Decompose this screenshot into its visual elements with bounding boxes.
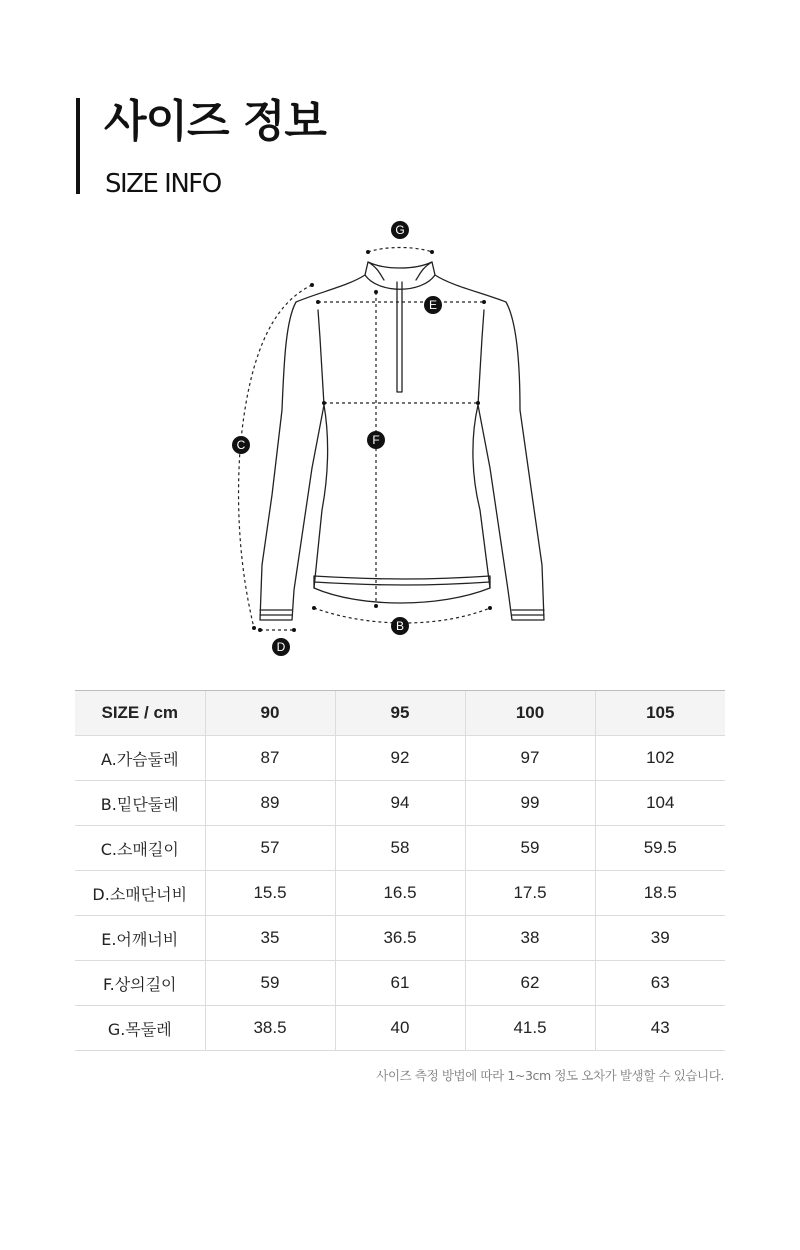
table-cell: 87 xyxy=(205,736,335,781)
table-cell: 59 xyxy=(205,961,335,1006)
row-label: B.밑단둘레 xyxy=(75,781,205,826)
marker-c xyxy=(232,436,250,454)
measure-line-c xyxy=(236,285,312,628)
table-cell: 99 xyxy=(465,781,595,826)
table-cell: 102 xyxy=(595,736,725,781)
row-label: G.목둘레 xyxy=(75,1006,205,1051)
table-cell: 15.5 xyxy=(205,871,335,916)
garment-zipper xyxy=(397,282,402,392)
table-cell: 59.5 xyxy=(595,826,725,871)
table-row xyxy=(75,1006,725,1051)
svg-text:G: G xyxy=(395,223,405,237)
table-cell: 16.5 xyxy=(335,871,465,916)
table-row xyxy=(75,826,725,871)
table-cell: 17.5 xyxy=(465,871,595,916)
table-cell: 40 xyxy=(335,1006,465,1051)
row-label: E.어깨너비 xyxy=(75,916,205,961)
table-row xyxy=(75,736,725,781)
row-label: F.상의길이 xyxy=(75,961,205,1006)
table-cell: 104 xyxy=(595,781,725,826)
table-cell: 43 xyxy=(595,1006,725,1051)
row-label: A.가슴둘레 xyxy=(75,736,205,781)
size-table xyxy=(75,690,725,1051)
table-cell: 59 xyxy=(465,826,595,871)
svg-text:E: E xyxy=(428,298,438,312)
row-label: C.소매길이 xyxy=(75,826,205,871)
garment-size-diagram xyxy=(0,210,800,670)
header-cell: 105 xyxy=(595,691,725,736)
table-cell: 57 xyxy=(205,826,335,871)
table-cell: 89 xyxy=(205,781,335,826)
table-cell: 41.5 xyxy=(465,1006,595,1051)
table-cell: 38 xyxy=(465,916,595,961)
table-row xyxy=(75,961,725,1006)
svg-text:B: B xyxy=(395,619,405,633)
table-cell: 92 xyxy=(335,736,465,781)
measurement-note: 사이즈 측정 방법에 따라 1~3cm 정도 오차가 발생할 수 있습니다. xyxy=(376,1068,724,1083)
garment-collar xyxy=(365,262,435,289)
title-accent-bar xyxy=(76,98,80,194)
marker-b xyxy=(391,617,409,635)
table-cell: 58 xyxy=(335,826,465,871)
table-cell: 63 xyxy=(595,961,725,1006)
svg-text:D: D xyxy=(276,640,286,654)
svg-text:C: C xyxy=(236,438,246,452)
header-cell: 100 xyxy=(465,691,595,736)
marker-d xyxy=(272,638,290,656)
garment-hem xyxy=(314,576,490,603)
table-cell: 97 xyxy=(465,736,595,781)
marker-g xyxy=(391,221,409,239)
table-cell: 62 xyxy=(465,961,595,1006)
table-cell: 94 xyxy=(335,781,465,826)
table-cell: 18.5 xyxy=(595,871,725,916)
garment-torso-left xyxy=(314,405,328,588)
sleeve-cuff-right xyxy=(512,610,544,615)
marker-f xyxy=(367,431,385,449)
table-cell: 36.5 xyxy=(335,916,465,961)
table-row xyxy=(75,871,725,916)
sleeve-cuff-left xyxy=(260,610,292,615)
table-cell: 35 xyxy=(205,916,335,961)
table-cell: 39 xyxy=(595,916,725,961)
svg-text:F: F xyxy=(372,433,380,447)
header-cell: SIZE / cm xyxy=(75,691,205,736)
header-cell: 90 xyxy=(205,691,335,736)
table-row xyxy=(75,916,725,961)
garment-torso-right xyxy=(473,405,490,588)
header-cell: 95 xyxy=(335,691,465,736)
table-row xyxy=(75,781,725,826)
marker-e xyxy=(424,296,442,314)
garment-hem-band xyxy=(314,582,490,585)
row-label: D.소매단너비 xyxy=(75,871,205,916)
measure-line-g xyxy=(368,248,432,253)
page-subtitle: SIZE INFO xyxy=(105,169,221,199)
page-title: 사이즈 정보 xyxy=(104,96,326,147)
table-cell: 38.5 xyxy=(205,1006,335,1051)
garment-illustration xyxy=(0,210,800,670)
table-header-row xyxy=(75,691,725,736)
table-cell: 61 xyxy=(335,961,465,1006)
